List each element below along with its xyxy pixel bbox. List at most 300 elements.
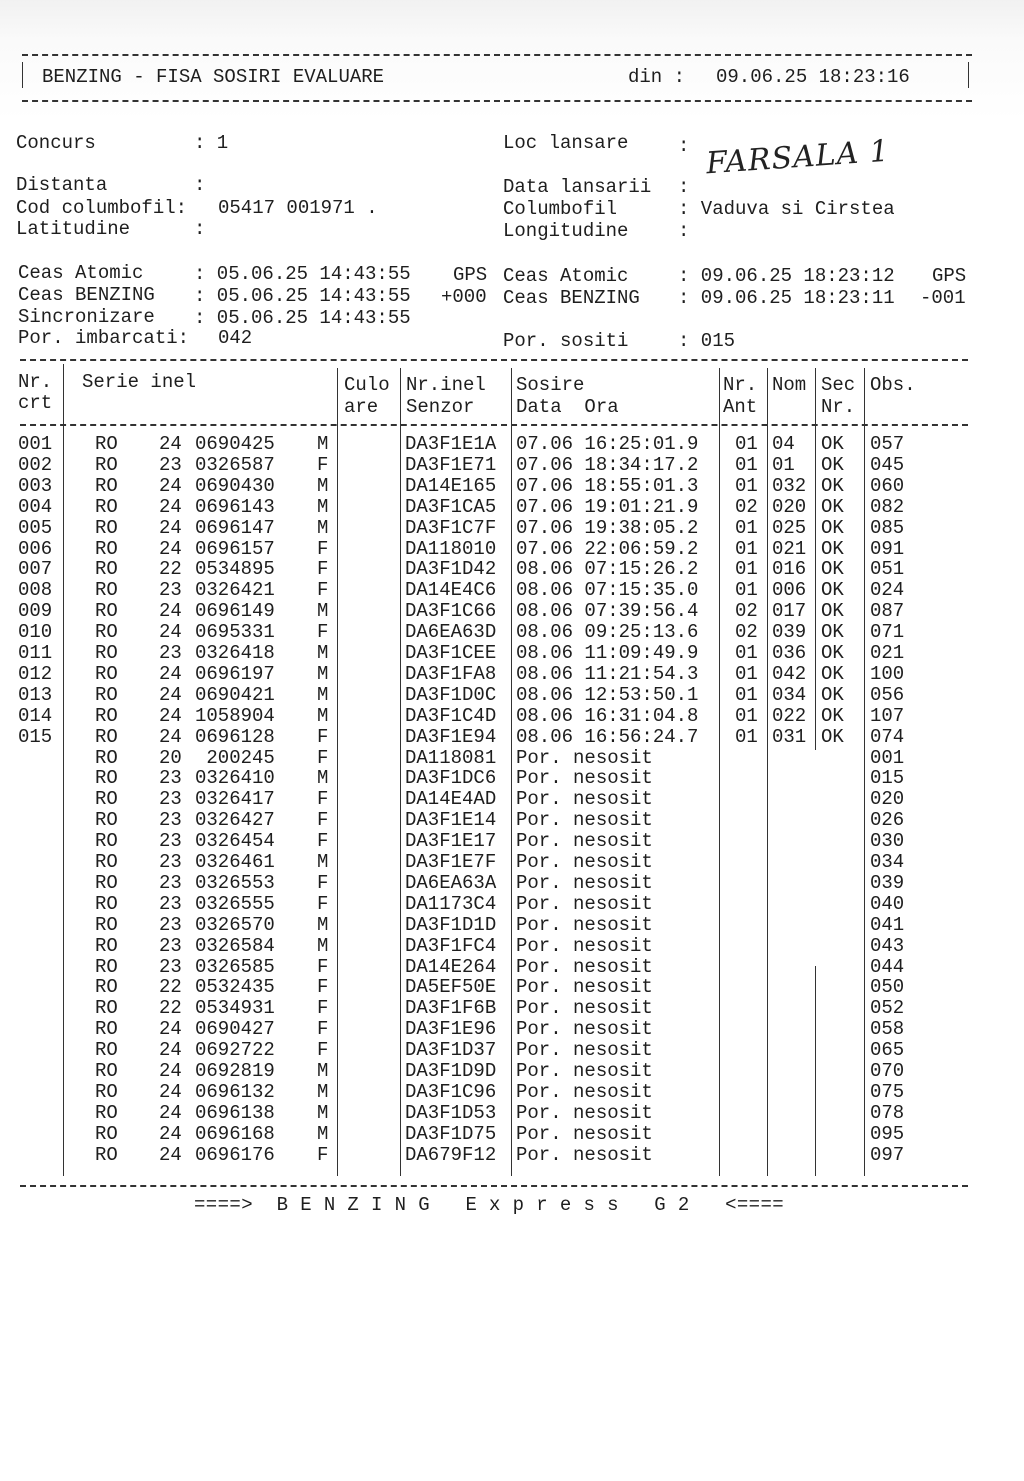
table-row <box>0 706 1000 727</box>
arrival-time: 08.06 11:21:54.3 <box>516 662 699 685</box>
col-obs-header: Obs. <box>870 374 916 396</box>
report-title: BENZING - FISA SOSIRI EVALUARE <box>42 66 385 88</box>
obs-value: 082 <box>870 495 905 518</box>
row-number: 003 <box>18 474 53 497</box>
obs-value: 030 <box>870 830 905 853</box>
ring-year: 24 <box>159 474 182 497</box>
sec-status: OK <box>821 579 844 602</box>
ring-number: 0326587 <box>195 453 275 476</box>
distanta-value: : <box>194 174 206 196</box>
sex-code: M <box>317 704 329 727</box>
sec-status: OK <box>821 600 844 623</box>
sensor-id: DA3F1CEE <box>405 642 497 664</box>
sensor-id: DA3F1D42 <box>405 558 497 581</box>
sex-code: M <box>317 662 329 685</box>
obs-value: 001 <box>870 746 905 769</box>
col-sosire-header-1: Sosire <box>516 374 585 396</box>
country-code: RO <box>95 621 118 644</box>
arrival-time: 07.06 19:01:21.9 <box>516 495 699 518</box>
header-top-border <box>22 54 972 56</box>
loc-lansare-handwritten: FARSALA 1 <box>705 133 891 182</box>
obs-value: 057 <box>870 433 905 455</box>
columbofil-value: : Vaduva si Cirstea <box>678 198 895 220</box>
country-code: RO <box>95 704 118 727</box>
ring-year: 23 <box>159 871 182 894</box>
country-code: RO <box>95 934 118 957</box>
nom-value: 039 <box>772 621 807 644</box>
footer-banner: ====> B E N Z I N G E x p r e s s G 2 <==== <box>194 1194 785 1216</box>
sensor-id: DA6EA63A <box>405 871 497 894</box>
country-code: RO <box>95 892 118 915</box>
obs-value: 071 <box>870 621 905 644</box>
country-code: RO <box>95 579 118 602</box>
country-code: RO <box>95 516 118 539</box>
table-row <box>0 476 1000 497</box>
sensor-id: DA3F1D0C <box>405 683 497 706</box>
ring-number: 0690430 <box>195 474 275 497</box>
obs-value: 100 <box>870 662 905 685</box>
sex-code: F <box>317 725 329 748</box>
sensor-id: DA3F1DC6 <box>405 767 497 790</box>
arrival-time: Por. nesosit <box>516 871 653 894</box>
table-top-rule <box>20 359 968 361</box>
longitudine-value: : <box>678 220 690 242</box>
table-row <box>0 768 1000 789</box>
obs-value: 015 <box>870 767 905 790</box>
table-row <box>0 936 1000 957</box>
obs-value: 045 <box>870 453 905 476</box>
row-number: 013 <box>18 683 53 706</box>
sensor-id: DA3F1CA5 <box>405 495 497 518</box>
sex-code: M <box>317 1101 329 1124</box>
sex-code: M <box>317 913 329 936</box>
distanta-label: Distanta <box>16 174 108 196</box>
row-number: 012 <box>18 662 53 685</box>
sex-code: F <box>317 1143 329 1166</box>
ring-year: 23 <box>159 892 182 915</box>
ring-number: 0326585 <box>195 955 275 978</box>
sensor-id: DA3F1E96 <box>405 1018 497 1041</box>
obs-value: 085 <box>870 516 905 539</box>
obs-value: 026 <box>870 809 905 832</box>
country-code: RO <box>95 1018 118 1041</box>
country-code: RO <box>95 913 118 936</box>
table-row <box>0 539 1000 560</box>
data-lansarii-value: : <box>678 176 690 198</box>
table-row <box>0 622 1000 643</box>
sensor-id: DA14E165 <box>405 474 497 497</box>
ring-year: 23 <box>159 579 182 602</box>
country-code: RO <box>95 976 118 999</box>
col-ant-header-2: Ant <box>723 396 758 418</box>
sex-code: M <box>317 767 329 790</box>
table-row <box>0 580 1000 601</box>
table-row <box>0 434 1000 455</box>
row-number: 002 <box>18 453 53 476</box>
arrival-time: 08.06 16:31:04.8 <box>516 704 699 727</box>
latitudine-label: Latitudine <box>16 218 131 240</box>
sex-code: M <box>317 1080 329 1103</box>
clock-right-0-label: Ceas Atomic <box>503 265 629 287</box>
arrival-time: 08.06 09:25:13.6 <box>516 621 699 644</box>
sec-status: OK <box>821 558 844 581</box>
table-row <box>0 664 1000 685</box>
arrival-time: Por. nesosit <box>516 1143 653 1166</box>
obs-value: 074 <box>870 725 905 748</box>
sensor-id: DA3F1C66 <box>405 600 497 623</box>
antenna-number: 01 <box>735 453 758 476</box>
row-number: 009 <box>18 600 53 623</box>
country-code: RO <box>95 1039 118 1062</box>
ring-number: 0696176 <box>195 1143 275 1166</box>
sex-code: F <box>317 746 329 769</box>
sex-code: M <box>317 683 329 706</box>
ring-year: 22 <box>159 976 182 999</box>
arrival-time: Por. nesosit <box>516 976 653 999</box>
obs-value: 078 <box>870 1101 905 1124</box>
clock-right-1-value: : 09.06.25 18:23:11 <box>678 287 895 309</box>
obs-value: 087 <box>870 600 905 623</box>
sex-code: F <box>317 976 329 999</box>
sensor-id: DA118010 <box>405 537 497 560</box>
col-sec-header-2: Nr. <box>821 396 856 418</box>
sex-code: M <box>317 934 329 957</box>
sex-code: M <box>317 642 329 664</box>
obs-value: 056 <box>870 683 905 706</box>
longitudine-label: Longitudine <box>503 220 629 242</box>
country-code: RO <box>95 955 118 978</box>
table-row <box>0 831 1000 852</box>
table-bottom-rule <box>20 1185 968 1187</box>
obs-value: 058 <box>870 1018 905 1041</box>
sec-status: OK <box>821 474 844 497</box>
row-number: 010 <box>18 621 53 644</box>
nom-value: 036 <box>772 642 807 664</box>
clock-left-1-value: : 05.06.25 14:43:55 <box>194 285 411 307</box>
country-code: RO <box>95 725 118 748</box>
sensor-id: DA3F1C96 <box>405 1080 497 1103</box>
ring-year: 24 <box>159 704 182 727</box>
ring-number: 0696138 <box>195 1101 275 1124</box>
antenna-number: 01 <box>735 433 758 455</box>
row-number: 004 <box>18 495 53 518</box>
antenna-number: 01 <box>735 725 758 748</box>
ring-year: 23 <box>159 642 182 664</box>
table-row <box>0 643 1000 664</box>
antenna-number: 01 <box>735 704 758 727</box>
nom-value: 006 <box>772 579 807 602</box>
ring-number: 0696149 <box>195 600 275 623</box>
arrival-time: 08.06 07:15:35.0 <box>516 579 699 602</box>
sensor-id: DA3F1FC4 <box>405 934 497 957</box>
col-culoare-header-1: Culo <box>344 374 390 396</box>
clock-left-2-value: : 05.06.25 14:43:55 <box>194 307 411 329</box>
table-row <box>0 601 1000 622</box>
arrival-time: Por. nesosit <box>516 955 653 978</box>
sensor-id: DA14E4AD <box>405 788 497 811</box>
sensor-id: DA3F1E71 <box>405 453 497 476</box>
report-date-value: 09.06.25 18:23:16 <box>716 66 910 88</box>
country-code: RO <box>95 997 118 1020</box>
ring-year: 24 <box>159 516 182 539</box>
clock-left-2-label: Sincronizare <box>18 306 155 328</box>
antenna-number: 02 <box>735 600 758 623</box>
nom-value: 020 <box>772 495 807 518</box>
clock-left-1-suffix: +000 <box>441 286 487 308</box>
clock-right-1-label: Ceas BENZING <box>503 287 640 309</box>
table-row <box>0 789 1000 810</box>
sensor-id: DA6EA63D <box>405 621 497 644</box>
antenna-number: 01 <box>735 579 758 602</box>
arrival-time: Por. nesosit <box>516 788 653 811</box>
sensor-id: DA3F1D9D <box>405 1060 497 1082</box>
sex-code: F <box>317 621 329 644</box>
sex-code: M <box>317 433 329 455</box>
clock-right-2-value: : 015 <box>678 330 736 352</box>
ring-number: 0690427 <box>195 1018 275 1041</box>
loc-lansare-sep: : <box>678 135 690 157</box>
country-code: RO <box>95 1080 118 1103</box>
ring-number: 0326553 <box>195 871 275 894</box>
country-code: RO <box>95 851 118 873</box>
header-bottom-border <box>22 100 972 102</box>
sensor-id: DA3F1E94 <box>405 725 497 748</box>
country-code: RO <box>95 600 118 623</box>
antenna-number: 01 <box>735 474 758 497</box>
arrival-time: 07.06 22:06:59.2 <box>516 537 699 560</box>
table-row <box>0 1103 1000 1124</box>
ring-number: 0534895 <box>195 558 275 581</box>
arrival-time: Por. nesosit <box>516 913 653 936</box>
sensor-id: DA3F1D53 <box>405 1101 497 1124</box>
ring-number: 0532435 <box>195 976 275 999</box>
obs-value: 041 <box>870 913 905 936</box>
nom-value: 022 <box>772 704 807 727</box>
col-nom-header: Nom <box>772 374 807 396</box>
sec-status: OK <box>821 433 844 455</box>
ring-year: 23 <box>159 788 182 811</box>
ring-number: 0696147 <box>195 516 275 539</box>
arrival-time: Por. nesosit <box>516 892 653 915</box>
country-code: RO <box>95 1122 118 1145</box>
table-row <box>0 1124 1000 1145</box>
sensor-id: DA3F1E14 <box>405 809 497 832</box>
arrival-time: Por. nesosit <box>516 767 653 790</box>
sec-status: OK <box>821 704 844 727</box>
antenna-number: 02 <box>735 495 758 518</box>
table-row <box>0 1061 1000 1082</box>
ring-year: 23 <box>159 955 182 978</box>
ring-number: 0690425 <box>195 433 275 455</box>
row-number: 006 <box>18 537 53 560</box>
ring-number: 0326570 <box>195 913 275 936</box>
arrival-time: Por. nesosit <box>516 851 653 873</box>
clock-right-0-suffix: GPS <box>932 265 967 287</box>
ring-year: 24 <box>159 621 182 644</box>
obs-value: 024 <box>870 579 905 602</box>
ring-year: 24 <box>159 683 182 706</box>
nom-value: 017 <box>772 600 807 623</box>
sex-code: M <box>317 495 329 518</box>
ring-year: 23 <box>159 830 182 853</box>
table-row <box>0 873 1000 894</box>
arrival-time: Por. nesosit <box>516 1080 653 1103</box>
row-number: 015 <box>18 725 53 748</box>
sex-code: F <box>317 955 329 978</box>
cod-columbofil-value: 05417 001971 . <box>218 197 378 219</box>
row-number: 011 <box>18 642 53 664</box>
ring-year: 24 <box>159 1060 182 1082</box>
arrival-time: 07.06 19:38:05.2 <box>516 516 699 539</box>
ring-number: 0534931 <box>195 997 275 1020</box>
sex-code: M <box>317 516 329 539</box>
arrival-time: Por. nesosit <box>516 1060 653 1082</box>
obs-value: 050 <box>870 976 905 999</box>
cod-columbofil-label: Cod columbofil: <box>16 197 188 219</box>
sensor-id: DA3F1D75 <box>405 1122 497 1145</box>
arrival-time: 07.06 18:34:17.2 <box>516 453 699 476</box>
sex-code: M <box>317 1122 329 1145</box>
sensor-id: DA118081 <box>405 746 497 769</box>
sensor-id: DA3F1FA8 <box>405 662 497 685</box>
arrival-time: Por. nesosit <box>516 830 653 853</box>
arrival-time: Por. nesosit <box>516 1018 653 1041</box>
table-row <box>0 727 1000 748</box>
ring-number: 0692819 <box>195 1060 275 1082</box>
table-row <box>0 810 1000 831</box>
ring-year: 22 <box>159 558 182 581</box>
obs-value: 052 <box>870 997 905 1020</box>
sex-code: F <box>317 579 329 602</box>
col-nr-header-1: Nr. <box>18 371 53 393</box>
antenna-number: 02 <box>735 621 758 644</box>
country-code: RO <box>95 767 118 790</box>
nom-value: 04 <box>772 433 795 455</box>
table-row <box>0 559 1000 580</box>
antenna-number: 01 <box>735 683 758 706</box>
sex-code: M <box>317 851 329 873</box>
sensor-id: DA3F1D1D <box>405 913 497 936</box>
nom-value: 016 <box>772 558 807 581</box>
antenna-number: 01 <box>735 662 758 685</box>
sec-status: OK <box>821 537 844 560</box>
sex-code: M <box>317 1060 329 1082</box>
ring-year: 23 <box>159 934 182 957</box>
ring-number: 0326417 <box>195 788 275 811</box>
row-number: 005 <box>18 516 53 539</box>
ring-year: 24 <box>159 1122 182 1145</box>
arrival-time: Por. nesosit <box>516 1122 653 1145</box>
ring-year: 24 <box>159 725 182 748</box>
nom-value: 034 <box>772 683 807 706</box>
ring-year: 24 <box>159 537 182 560</box>
table-row <box>0 685 1000 706</box>
clock-left-0-label: Ceas Atomic <box>18 262 144 284</box>
sex-code: F <box>317 809 329 832</box>
sensor-id: DA3F1C4D <box>405 704 497 727</box>
antenna-number: 01 <box>735 537 758 560</box>
ring-year: 23 <box>159 851 182 873</box>
col-ant-header-1: Nr. <box>723 374 758 396</box>
table-row <box>0 957 1000 978</box>
clock-right-1-suffix: -001 <box>920 287 966 309</box>
ring-number: 0692722 <box>195 1039 275 1062</box>
loc-lansare-label: Loc lansare <box>503 132 629 154</box>
sex-code: M <box>317 474 329 497</box>
ring-number: 0696157 <box>195 537 275 560</box>
antenna-number: 01 <box>735 558 758 581</box>
sensor-id: DA3F1E7F <box>405 851 497 873</box>
report-date-label: din : <box>628 66 686 88</box>
antenna-number: 01 <box>735 642 758 664</box>
country-code: RO <box>95 683 118 706</box>
sensor-id: DA1173C4 <box>405 892 497 915</box>
sex-code: F <box>317 830 329 853</box>
obs-value: 051 <box>870 558 905 581</box>
country-code: RO <box>95 788 118 811</box>
header-left-border <box>22 62 23 88</box>
table-row <box>0 852 1000 873</box>
country-code: RO <box>95 558 118 581</box>
ring-number: 0690421 <box>195 683 275 706</box>
table-row <box>0 977 1000 998</box>
ring-year: 24 <box>159 1143 182 1166</box>
country-code: RO <box>95 1101 118 1124</box>
ring-year: 23 <box>159 809 182 832</box>
arrival-time: Por. nesosit <box>516 1101 653 1124</box>
ring-number: 0696128 <box>195 725 275 748</box>
table-row <box>0 998 1000 1019</box>
obs-value: 044 <box>870 955 905 978</box>
ring-year: 24 <box>159 1039 182 1062</box>
ring-year: 23 <box>159 913 182 936</box>
country-code: RO <box>95 1143 118 1166</box>
col-serie-header: Serie inel <box>82 371 197 393</box>
sex-code: F <box>317 788 329 811</box>
sec-status: OK <box>821 516 844 539</box>
obs-value: 040 <box>870 892 905 915</box>
header-bottom-rule <box>20 424 968 426</box>
nom-value: 021 <box>772 537 807 560</box>
nom-value: 01 <box>772 453 795 476</box>
table-row <box>0 455 1000 476</box>
obs-value: 021 <box>870 642 905 664</box>
obs-value: 095 <box>870 1122 905 1145</box>
arrival-time: Por. nesosit <box>516 997 653 1020</box>
ring-number: 0326410 <box>195 767 275 790</box>
table-row <box>0 1019 1000 1040</box>
sensor-id: DA3F1E17 <box>405 830 497 853</box>
ring-year: 24 <box>159 662 182 685</box>
concurs-label: Concurs <box>16 132 96 154</box>
ring-number: 0326555 <box>195 892 275 915</box>
ring-number: 0696143 <box>195 495 275 518</box>
arrival-time: 08.06 07:15:26.2 <box>516 558 699 581</box>
ring-year: 24 <box>159 1101 182 1124</box>
table-row <box>0 894 1000 915</box>
sec-status: OK <box>821 642 844 664</box>
ring-number: 0696132 <box>195 1080 275 1103</box>
ring-year: 23 <box>159 767 182 790</box>
country-code: RO <box>95 642 118 664</box>
arrival-time: 08.06 07:39:56.4 <box>516 600 699 623</box>
sensor-id: DA3F1D37 <box>405 1039 497 1062</box>
clock-right-0-value: : 09.06.25 18:23:12 <box>678 265 895 287</box>
ring-number: 0326418 <box>195 642 275 664</box>
table-row <box>0 518 1000 539</box>
arrival-time: 08.06 11:09:49.9 <box>516 642 699 664</box>
ring-number: 0695331 <box>195 621 275 644</box>
